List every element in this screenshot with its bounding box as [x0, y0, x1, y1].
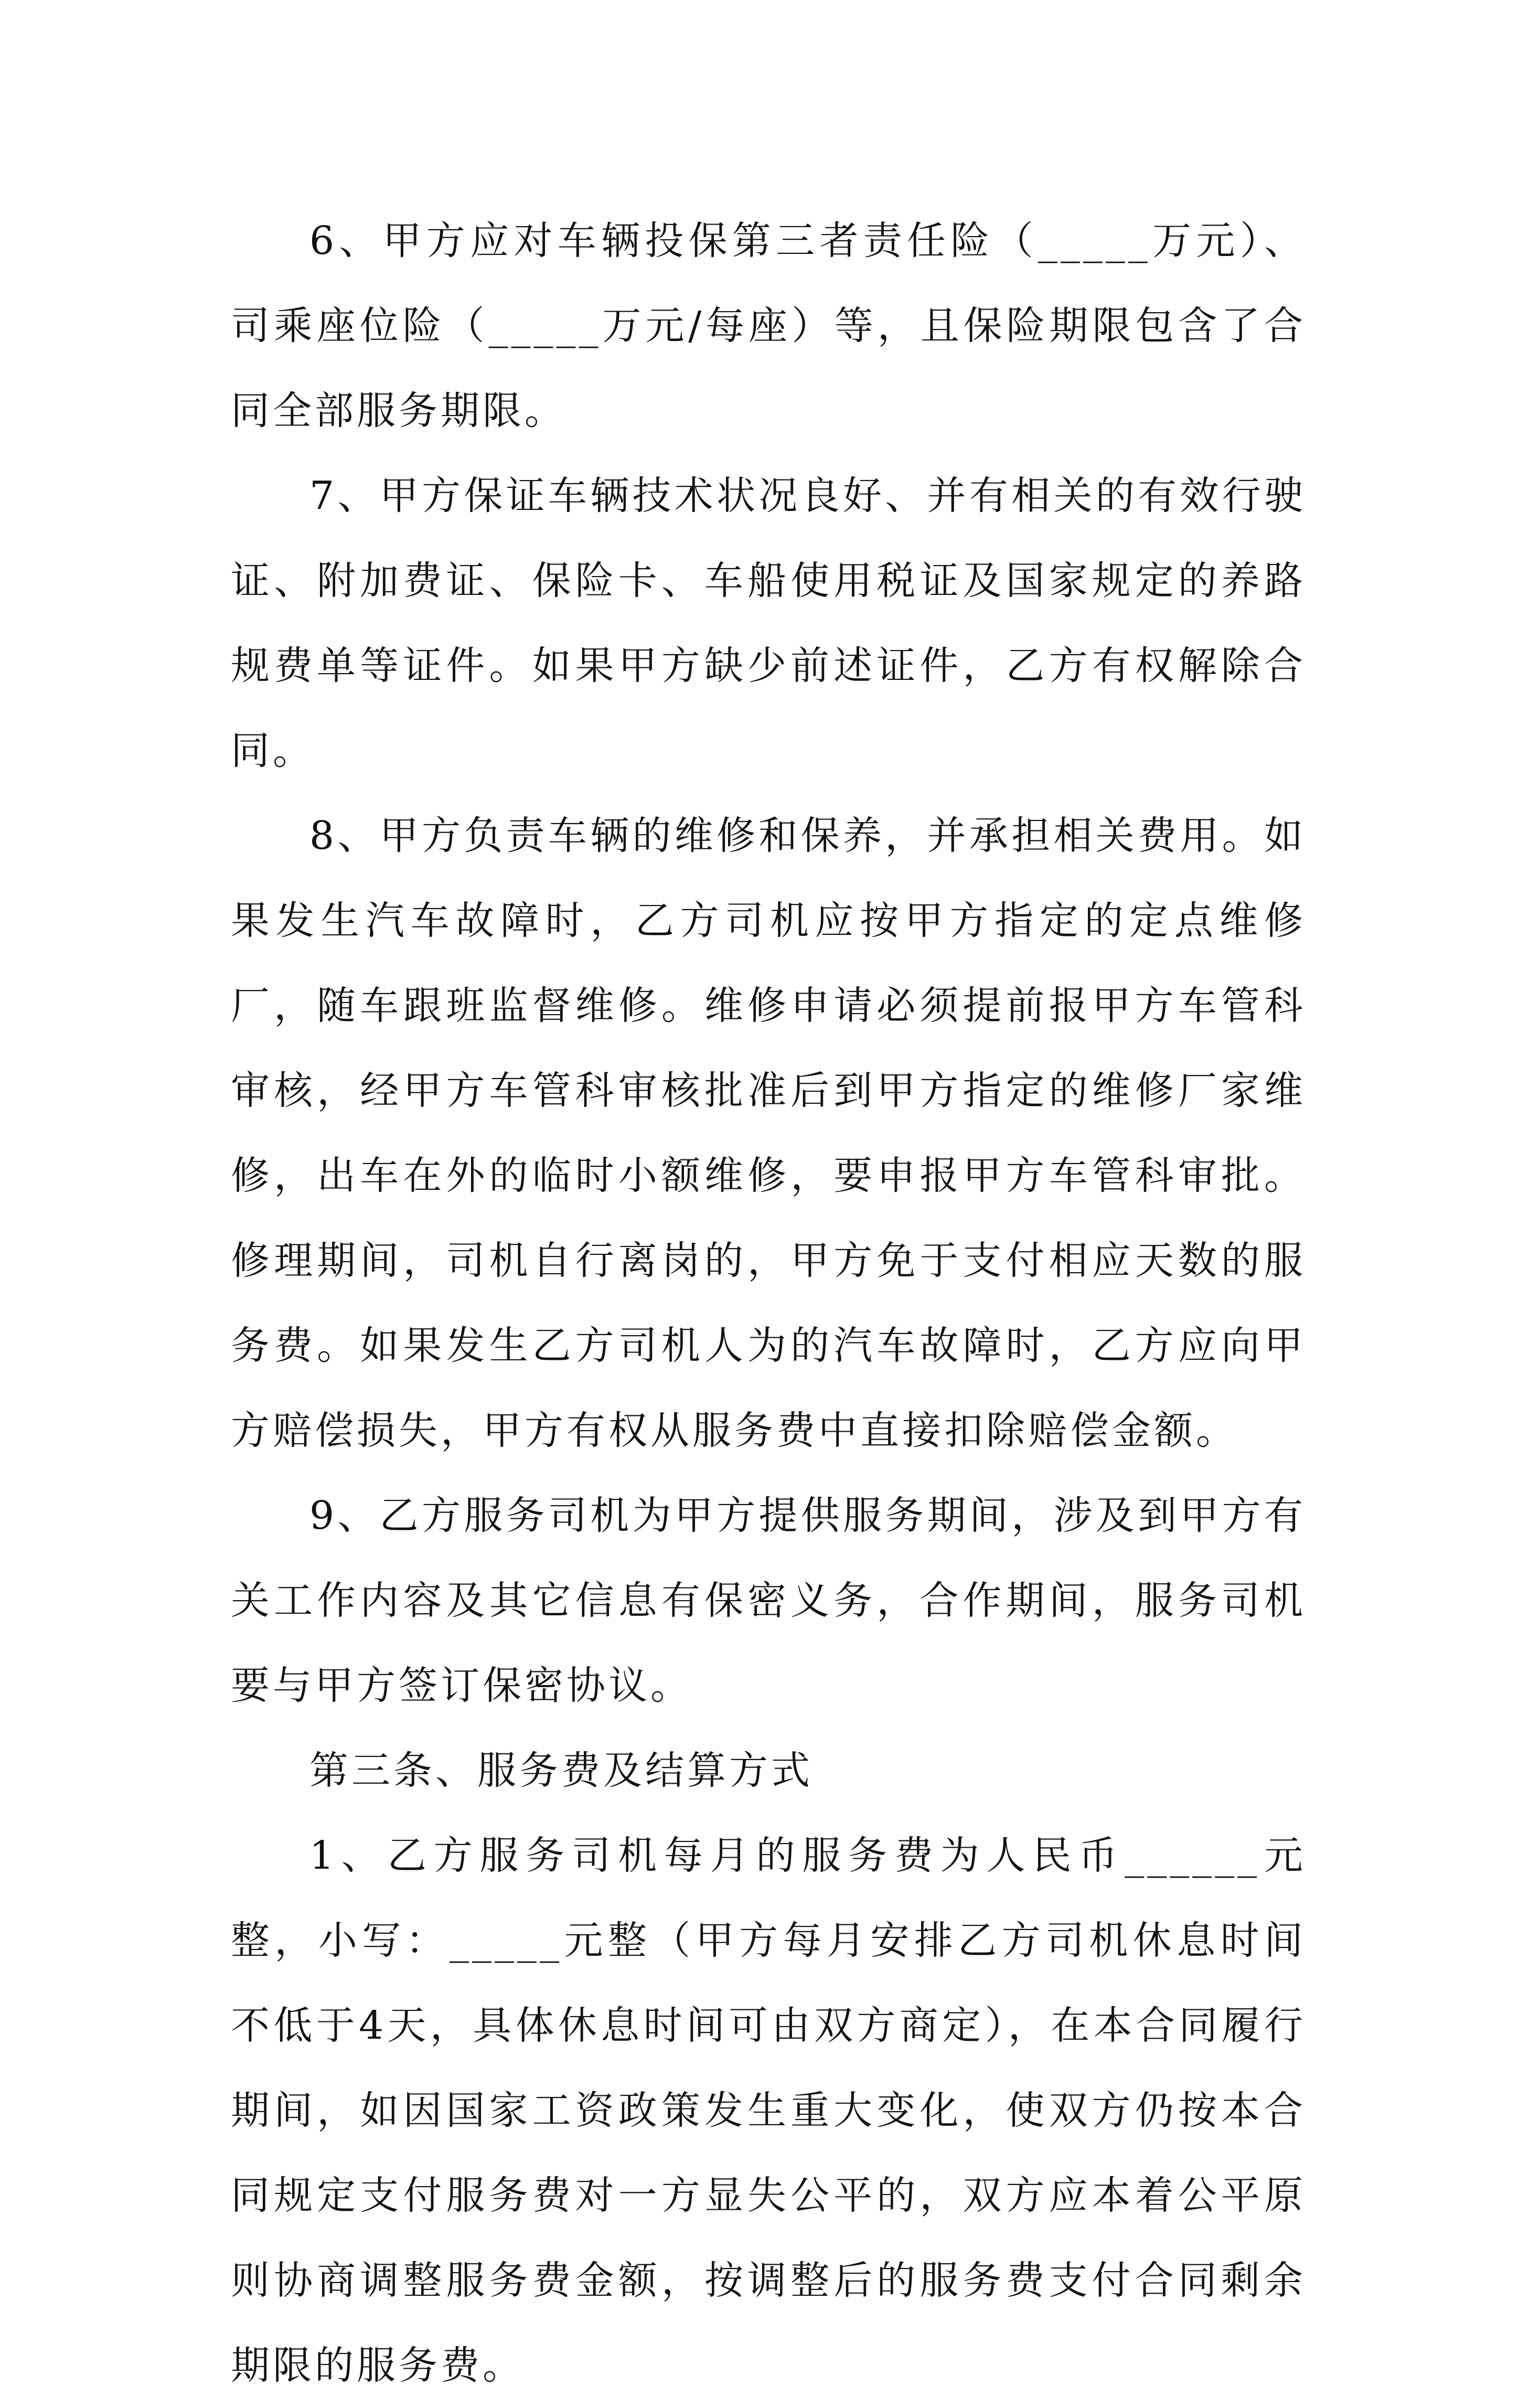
- article-3-clause-1-fee: 1、乙方服务司机每月的服务费为人民币______元整，小写：_____元整（甲方每月安排乙方司机休息时间不低于4天，具体休息时间可由双方商定），在本合同履行期间，如因国家工资政策发生重大变化，使双方仍按本合同规定支付服务费对一方显失公平的，双方应本着公平原则协商调整服务费金额，按调整后的服务费支付合同剩余期限的服务费。: [231, 1833, 1306, 2388]
- article-3-heading: 第三条、服务费及结算方式: [309, 1748, 813, 1793]
- clause-7-vehicle-documents: 7、甲方保证车辆技术状况良好、并有相关的有效行驶证、附加费证、保险卡、车船使用税证及国家规定的养路规费单等证件。如果甲方缺少前述证件，乙方有权解除合同。: [231, 473, 1306, 773]
- clause-8-maintenance: 8、甲方负责车辆的维修和保养，并承担相关费用。如果发生汽车故障时，乙方司机应按甲方指定的定点维修厂，随车跟班监督维修。维修申请必须提前报甲方车管科审核，经甲方车管科审核批准后到甲方指定的维修厂家维修，出车在外的临时小额维修，要申报甲方车管科审批。修理期间，司机自行离岗的，甲方免于支付相应天数的服务费。如果发生乙方司机人为的汽车故障时，乙方应向甲方赔偿损失，甲方有权从服务费中直接扣除赔偿金额。: [231, 813, 1306, 1453]
- document-body: [231, 198, 1306, 2408]
- clause-6-insurance: 6、甲方应对车辆投保第三者责任险（_____万元）、司乘座位险（_____万元/每座）等，且保险期限包含了合同全部服务期限。: [231, 218, 1306, 433]
- clause-9-confidentiality: 9、乙方服务司机为甲方提供服务期间，涉及到甲方有关工作内容及其它信息有保密义务，合作期间，服务司机要与甲方签订保密协议。: [231, 1493, 1306, 1708]
